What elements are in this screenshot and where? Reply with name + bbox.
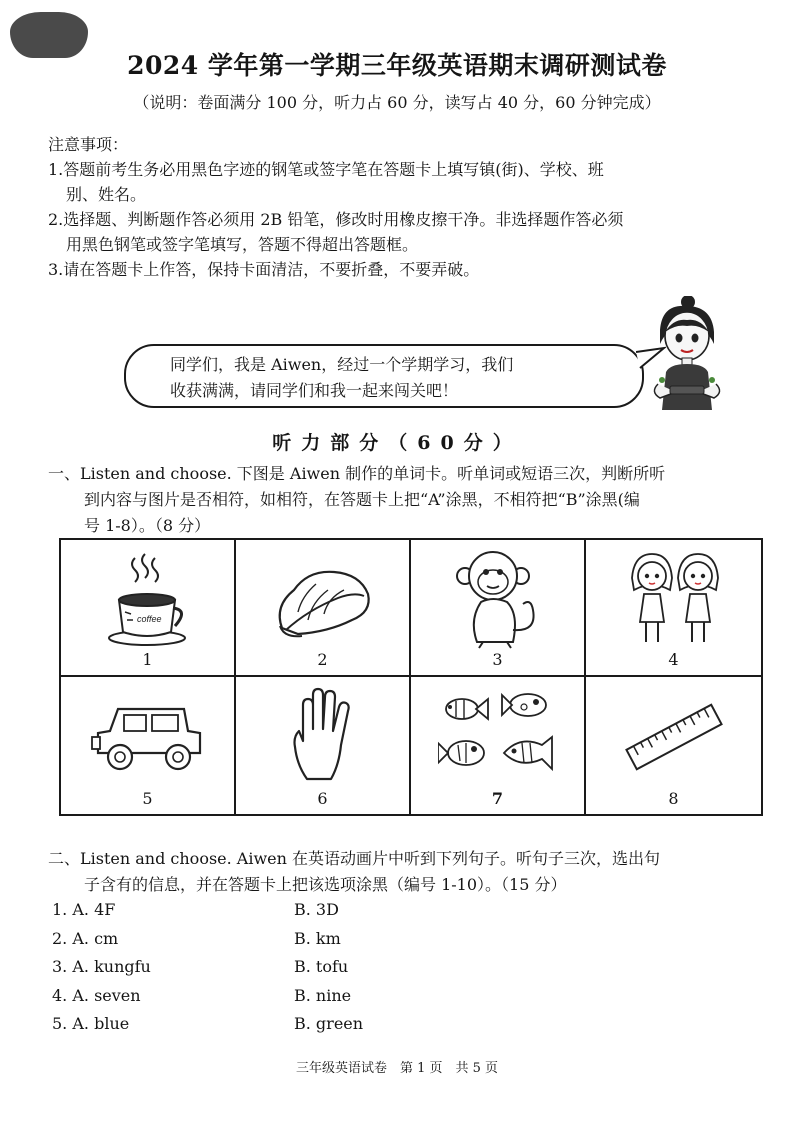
monkey-icon [453,550,543,650]
option-row-4 [52,986,552,1015]
option-5a: 5. A. blue [52,1014,130,1033]
listening-section-title: 听力部分（60分） [272,432,522,454]
card-number-7: 7 [491,789,504,808]
note-item-1-cont: 别、姓名。 [66,185,147,204]
part2-options [52,900,552,1043]
note-item-1: 1.答题前考生务必用黑色字迹的钢笔或签字笔在答题卡上填写镇(街)、学校、班 [48,160,604,179]
notes-section [48,132,758,282]
option-4b: B. nine [294,985,352,1005]
part2-instructions [48,846,758,898]
picture-card-6 [236,677,411,814]
option-2a: 2. A. cm [52,928,119,948]
note-item-3: 3.请在答题卡上作答，保持卡面清洁，不要折叠，不要弄破。 [48,260,480,279]
picture-card-5 [61,677,236,814]
option-row-1 [52,900,552,929]
option-1a: 1. A. 4F [52,900,116,919]
page-title: 2024 学年第一学期三年级英语期末调研测试卷 [127,51,667,80]
option-row-5 [52,1014,552,1043]
girl-aiwen-icon [640,296,730,412]
card-number-3: 3 [492,650,503,669]
speech-bubble [124,344,644,408]
part1-instructions [48,461,758,539]
card-number-5: 5 [142,789,153,808]
exam-instructions: （说明：卷面满分 100 分，听力占 60 分，读写占 40 分，60 分钟完成） [133,93,661,112]
part2-line-2: 子含有的信息，并在答题卡上把该选项涂黑（编号 1-10）。（15 分） [84,875,567,894]
option-row-3 [52,957,552,986]
hand-icon [283,687,363,787]
card-number-8: 8 [668,789,679,808]
coffee-cup-icon [103,550,193,650]
option-4a: 4. A. seven [52,985,141,1005]
two-girls-icon [624,550,724,650]
picture-card-4 [586,540,761,677]
card-number-6: 6 [317,789,328,808]
page-footer: 三年级英语试卷 第 1 页 共 5 页 [295,1061,499,1076]
fish-icon [438,687,558,787]
picture-card-8 [586,677,761,814]
speech-line-1: 同学们，我是 Aiwen，经过一个学期学习，我们 [170,355,514,374]
option-1b: B. 3D [294,900,339,919]
option-3a: 3. A. kungfu [52,957,151,976]
picture-card-3 [411,540,586,677]
picture-card-2 [236,540,411,677]
ruler-icon [619,687,729,787]
part2-line-1: 二、Listen and choose. Aiwen 在英语动画片中听到下列句子。听句子三次，选出句 [48,849,661,868]
jeep-icon [88,687,208,787]
notes-heading: 注意事项： [48,135,129,154]
coffee-cup-label: coffee [136,614,162,624]
card-number-2: 2 [317,650,328,669]
cabbage-icon [268,550,378,650]
part1-line-2: 到内容与图片是否相符，如相符，在答题卡上把“A”涂黑，不相符把“B”涂黑(编 [84,490,640,509]
speech-line-2: 收获满满，请同学们和我一起来闯关吧！ [170,381,459,400]
part1-line-3: 号 1-8）。（8 分） [84,516,211,535]
part1-line-1: 一、Listen and choose. 下图是 Aiwen 制作的单词卡。听单词或短语三次，判断所听 [48,464,666,483]
card-number-1: 1 [142,650,153,669]
card-number-4: 4 [668,650,679,669]
option-5b: B. green [294,1014,364,1033]
picture-card-7 [411,677,586,814]
option-3b: B. tofu [294,957,349,976]
note-item-2-cont: 用黑色钢笔或签字笔填写，答题不得超出答题框。 [66,235,419,254]
picture-card-1 [61,540,236,677]
picture-card-grid [59,538,763,816]
option-row-2 [52,929,552,958]
note-item-2: 2.选择题、判断题作答必须用 2B 铅笔，修改时用橡皮擦干净。非选择题作答必须 [48,210,624,229]
option-2b: B. km [294,928,341,948]
